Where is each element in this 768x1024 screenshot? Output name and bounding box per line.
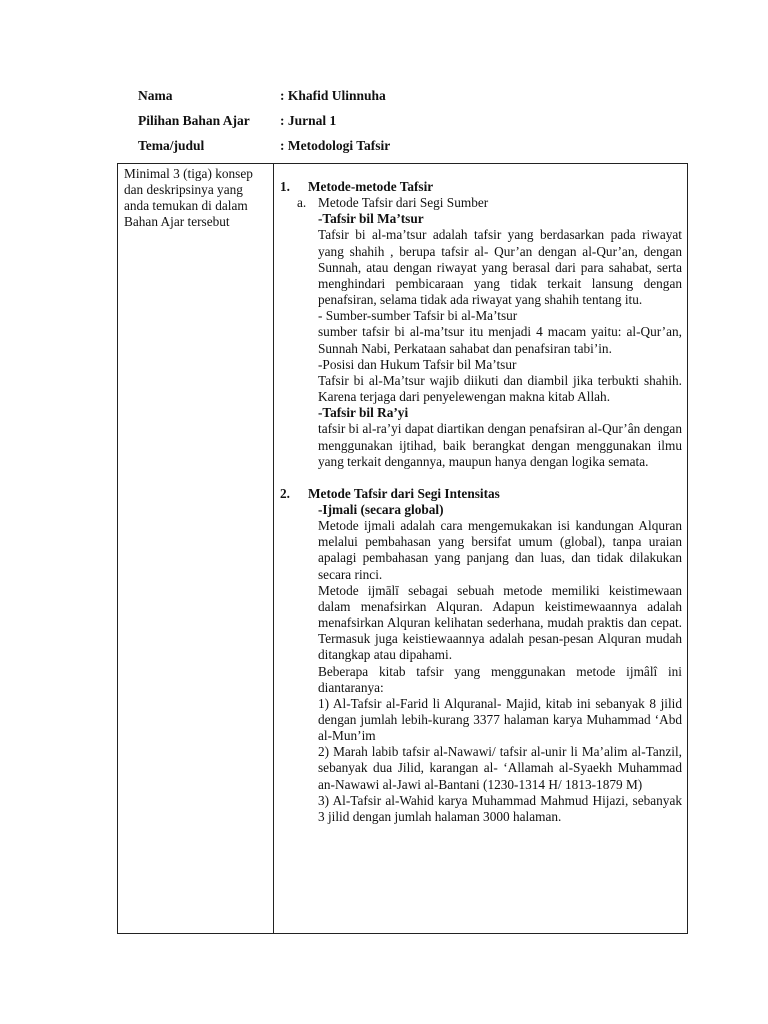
value-bahan-ajar: : Jurnal 1 (280, 113, 337, 128)
section-2-heading (280, 486, 682, 502)
section-1-title: Metode-metode Tafsir (308, 179, 434, 194)
label-nama: Nama (138, 88, 173, 103)
value-nama: : Khafid Ulinnuha (280, 88, 386, 103)
heading-tafsir-bil-rayi: -Tafsir bil Ra’yi (318, 405, 409, 421)
section-gap (280, 470, 682, 486)
paragraph-tafsir-bil-matsur: Tafsir bi al-ma’tsur adalah tafsir yang berdasarkan pada riwayat yang shahih , berupa tafsir al- Qur’an dengan al-Qur’an, dengan Sunnah, atau dengan riwayat yang berasal dari para sahabat, serta menghindari pembicaraan yang tidak terkait lansung dengan penafsiran, selama tidak ada riwayat yang shahih tentang itu. (318, 227, 682, 308)
heading-sumber: - Sumber-sumber Tafsir bi al-Ma’tsur (318, 308, 518, 324)
subsection-a-title: Metode Tafsir dari Segi Sumber (318, 195, 489, 211)
paragraph-ijmali-kitab-intro: Beberapa kitab tafsir yang menggunakan metode ijmâlî ini diantaranya: (318, 663, 682, 695)
section-1-number: 1. (280, 179, 290, 194)
paragraph-ijmali-definition: Metode ijmali adalah cara mengemukakan isi kandungan Alquran melalui pembahasan yang bersifat umum (global), tanpa uraian apalagi pembahasan yang panjang dan luas, dan tidak dilakukan secara rinci. (318, 518, 682, 582)
section-2-number: 2. (280, 485, 290, 501)
answer-cell (280, 179, 682, 825)
heading-ijmali: -Ijmali (secara global) (318, 501, 444, 517)
list-item-2: 2) Marah labib tafsir al-Nawawi/ tafsir al-unir li Ma’alim al-Tanzil, sebanyak dua Jilid, karangan al- ‘Allamah al-Syaekh Muhammad an-Nawawi al-Jawi al-Bantani (1230-1314 H/ 1813-1879 M) (318, 744, 682, 792)
paragraph-posisi-hukum: Tafsir bi al-Ma’tsur wajib diikuti dan diambil jika terbukti shahih. Karena terjaga dari penyelewengan makna kitab Allah. (318, 372, 682, 405)
section-2-title: Metode Tafsir dari Segi Intensitas (308, 485, 500, 501)
heading-posisi-hukum: -Posisi dan Hukum Tafsir bil Ma’tsur (318, 356, 517, 372)
list-item-3: 3) Al-Tafsir al-Wahid karya Muhammad Mahmud Hijazi, sebanyak 3 jilid dengan jumlah halaman 3000 halaman. (318, 792, 682, 824)
label-tema: Tema/judul (138, 138, 205, 153)
paragraph-sumber: sumber tafsir bi al-ma’tsur itu menjadi 4 macam yaitu: al-Qur’an, Sunnah Nabi, Perkataan sahabat dan penafsiran tabi’in. (318, 324, 682, 356)
section-1-heading (280, 179, 682, 195)
column-divider (273, 164, 274, 933)
paragraph-tafsir-bil-rayi: tafsir bi al-ra’yi dapat diartikan dengan penafsiran al-Qur’ân dengan menggunakan ijtihad, baik berangkat dengan menggunakan ilmu yang terkait dengannya, maupun hanya dengan logika semata. (318, 421, 682, 469)
label-bahan-ajar: Pilihan Bahan Ajar (138, 113, 250, 128)
list-item-1: 1) Al-Tafsir al-Farid li Alquranal- Majid, kitab ini sebanyak 8 jilid dengan jumlah lebih-kurang 3377 halaman karya Muhammad ‘Abd al-Mun’im (318, 695, 682, 744)
paragraph-ijmali-keistimewaan: Metode ijmālī sebagai sebuah metode memiliki keistimewaan dalam menafsirkan Alquran. Adapun keistimewaannya adalah menafsirkan Alquran kelihatan sederhana, mudah praktis dan cepat. Termasuk juga keistiewaannya adalah pesan-pesan Alquran mudah ditangkap atau dipahami. (318, 582, 682, 663)
subsection-a (280, 195, 682, 211)
prompt-cell: Minimal 3 (tiga) konsep dan deskripsinya yang anda temukan di dalam Bahan Ajar tersebut (124, 166, 253, 229)
value-tema: : Metodologi Tafsir (280, 138, 391, 153)
subsection-a-letter: a. (297, 195, 307, 211)
content-table (117, 163, 688, 934)
heading-tafsir-bil-matsur: -Tafsir bil Ma’tsur (318, 211, 424, 227)
